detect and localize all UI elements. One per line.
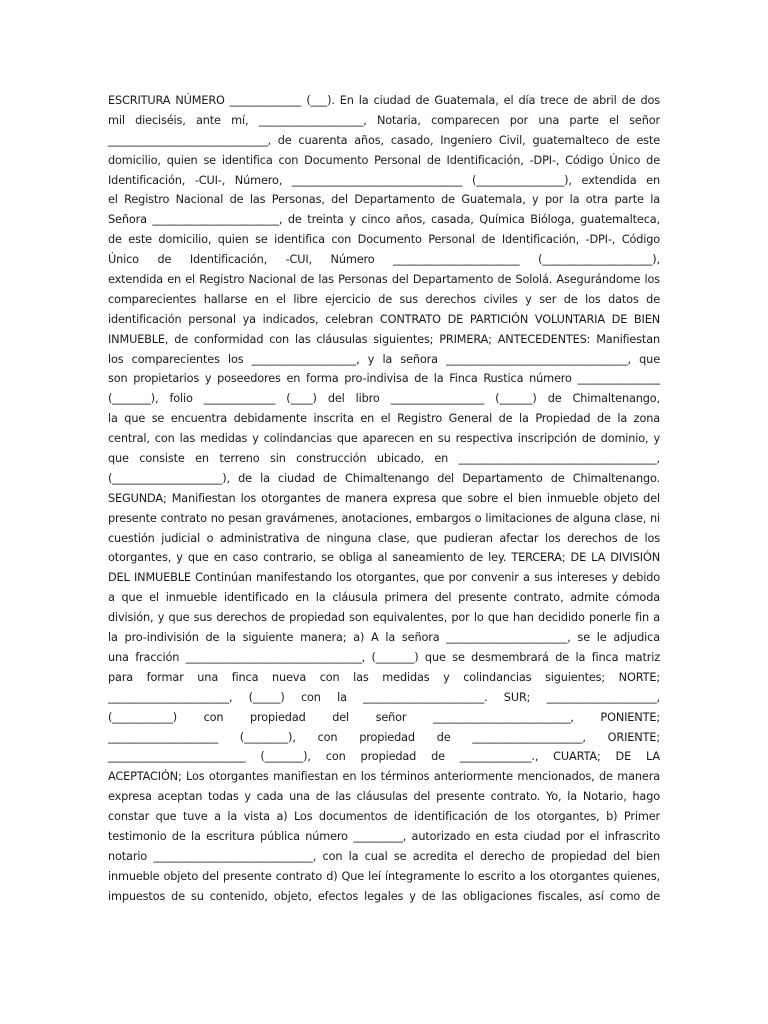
text-line-5: Identificación, -CUI-, Número, _______________________________ (________________), extendida en: [108, 173, 660, 187]
text-line-9: Único de Identificación, -CUI, Número _______________________ (____________________),: [108, 253, 660, 267]
text-line-13: INMUEBLE, de conformidad con las cláusulas siguientes; PRIMERA; ANTECEDENTES: Manifiestan: [108, 332, 660, 346]
text-line-12: identificación personal ya indicados, celebran CONTRATO DE PARTICIÓN VOLUNTARIA DE BIEN: [108, 312, 660, 326]
text-line-10: extendida en el Registro Nacional de las Personas del Departamento de Sololá. Asegurándome los: [108, 273, 660, 287]
text-line-27: división, y que sus derechos de propiedad son equivalentes, por lo que han decidido ponerle fin a: [108, 611, 660, 625]
text-line-25: DEL INMUEBLE Continúan manifestando los otorgantes, que por convenir a sus intereses y debido: [108, 571, 660, 585]
text-line-41: impuestos de su contenido, objeto, efectos legales y de las obligaciones fiscales, así como de: [108, 889, 660, 903]
text-line-20: (____________________), de la ciudad de Chimaltenango del Departamento de Chimaltenango.: [108, 471, 660, 485]
text-line-3: _____________________________, de cuarenta años, casado, Ingeniero Civil, guatemalteco de este: [108, 133, 660, 147]
text-line-36: expresa aceptan todas y cada una de las cláusulas del presente contrato. Yo, la Notario, hago: [108, 790, 660, 804]
text-line-32: (___________) con propiedad del señor _________________________, PONIENTE;: [108, 710, 660, 724]
text-line-29: una fracción ________________________________, (_______) que se desmembrará de la finca matriz: [108, 650, 660, 664]
text-line-16: (_______), folio _____________ (____) del libro _________________ (______) de Chimaltenango,: [108, 392, 660, 406]
text-line-24: otorgantes, y que en caso contrario, se obliga al saneamiento de ley. TERCERA; DE LA DIVISIÓN: [108, 551, 660, 565]
text-line-14: los comparecientes los ___________________, y la señora _________________________________, que: [108, 352, 660, 366]
text-line-28: la pro-indivisión de la siguiente manera; a) A la señora ______________________, se le adjudica: [108, 631, 660, 645]
text-line-8: de este domicilio, quien se identifica con Documento Personal de Identificación, -DPI-, Código: [108, 233, 660, 247]
text-line-33: ____________________ (________), con propiedad de ____________________, ORIENTE;: [108, 730, 660, 744]
document-body: [108, 91, 660, 907]
text-line-1: ESCRITURA NÚMERO _____________ (___). En la ciudad de Guatemala, el día trece de abril de dos: [108, 94, 660, 107]
text-line-19: que consiste en terreno sin construcción ubicado, en ____________________________________,: [108, 452, 660, 466]
text-line-30: para formar una finca nueva con las medidas y colindancias siguientes; NORTE;: [108, 670, 660, 684]
text-line-26: a que el inmueble identificado en la cláusula primera del presente contrato, admite cómoda: [108, 591, 660, 605]
text-line-37: constar que tuve a la vista a) Los documentos de identificación de los otorgantes, b) Primer: [108, 810, 660, 824]
text-line-7: Señora _______________________, de treinta y cinco años, casada, Química Bióloga, guatemalteca,: [108, 213, 660, 227]
text-line-11: comparecientes hallarse en el libre ejercicio de sus derechos civiles y ser de los datos de: [108, 292, 660, 306]
text-line-34: _________________________ (_______), con propiedad de _____________., CUARTA; DE LA: [108, 750, 660, 764]
text-line-22: presente contrato no pesan gravámenes, anotaciones, embargos o limitaciones de alguna clase, ni: [108, 511, 660, 525]
text-line-18: central, con las medidas y colindancias que aparecen en su respectiva inscripción de dominio, y: [108, 432, 660, 446]
text-line-4: domicilio, quien se identifica con Documento Personal de Identificación, -DPI-, Código Único de: [108, 153, 660, 167]
text-line-23: cuestión judicial o administrativa de ninguna clase, que pudieran afectar los derechos de los: [108, 531, 660, 545]
text-line-15: son propietarios y poseedores en forma pro-indivisa de la Finca Rustica número _______________: [108, 372, 660, 386]
text-line-31: ______________________, (_____) con la ______________________. SUR; ____________________,: [108, 690, 660, 704]
text-line-38: testimonio de la escritura pública número _________, autorizado en esta ciudad por el infrascrito: [108, 829, 660, 843]
text-line-21: SEGUNDA; Manifiestan los otorgantes de manera expresa que sobre el bien inmueble objeto del: [108, 491, 660, 505]
text-line-6: el Registro Nacional de las Personas, del Departamento de Guatemala, y por la otra parte la: [108, 193, 660, 207]
text-line-2: mil dieciséis, ante mí, ___________________, Notaria, comparecen por una parte el señor: [108, 113, 660, 127]
text-line-39: notario _____________________________, con la cual se acredita el derecho de propiedad del bien: [108, 849, 660, 863]
text-line-40: inmueble objeto del presente contrato d) Que leí íntegramente lo escrito a los otorgantes quienes,: [108, 869, 660, 883]
text-line-35: ACEPTACIÓN; Los otorgantes manifiestan en los términos anteriormente mencionados, de manera: [108, 770, 660, 784]
text-line-17: la que se encuentra debidamente inscrita en el Registro General de la Propiedad de la zona: [108, 412, 660, 426]
